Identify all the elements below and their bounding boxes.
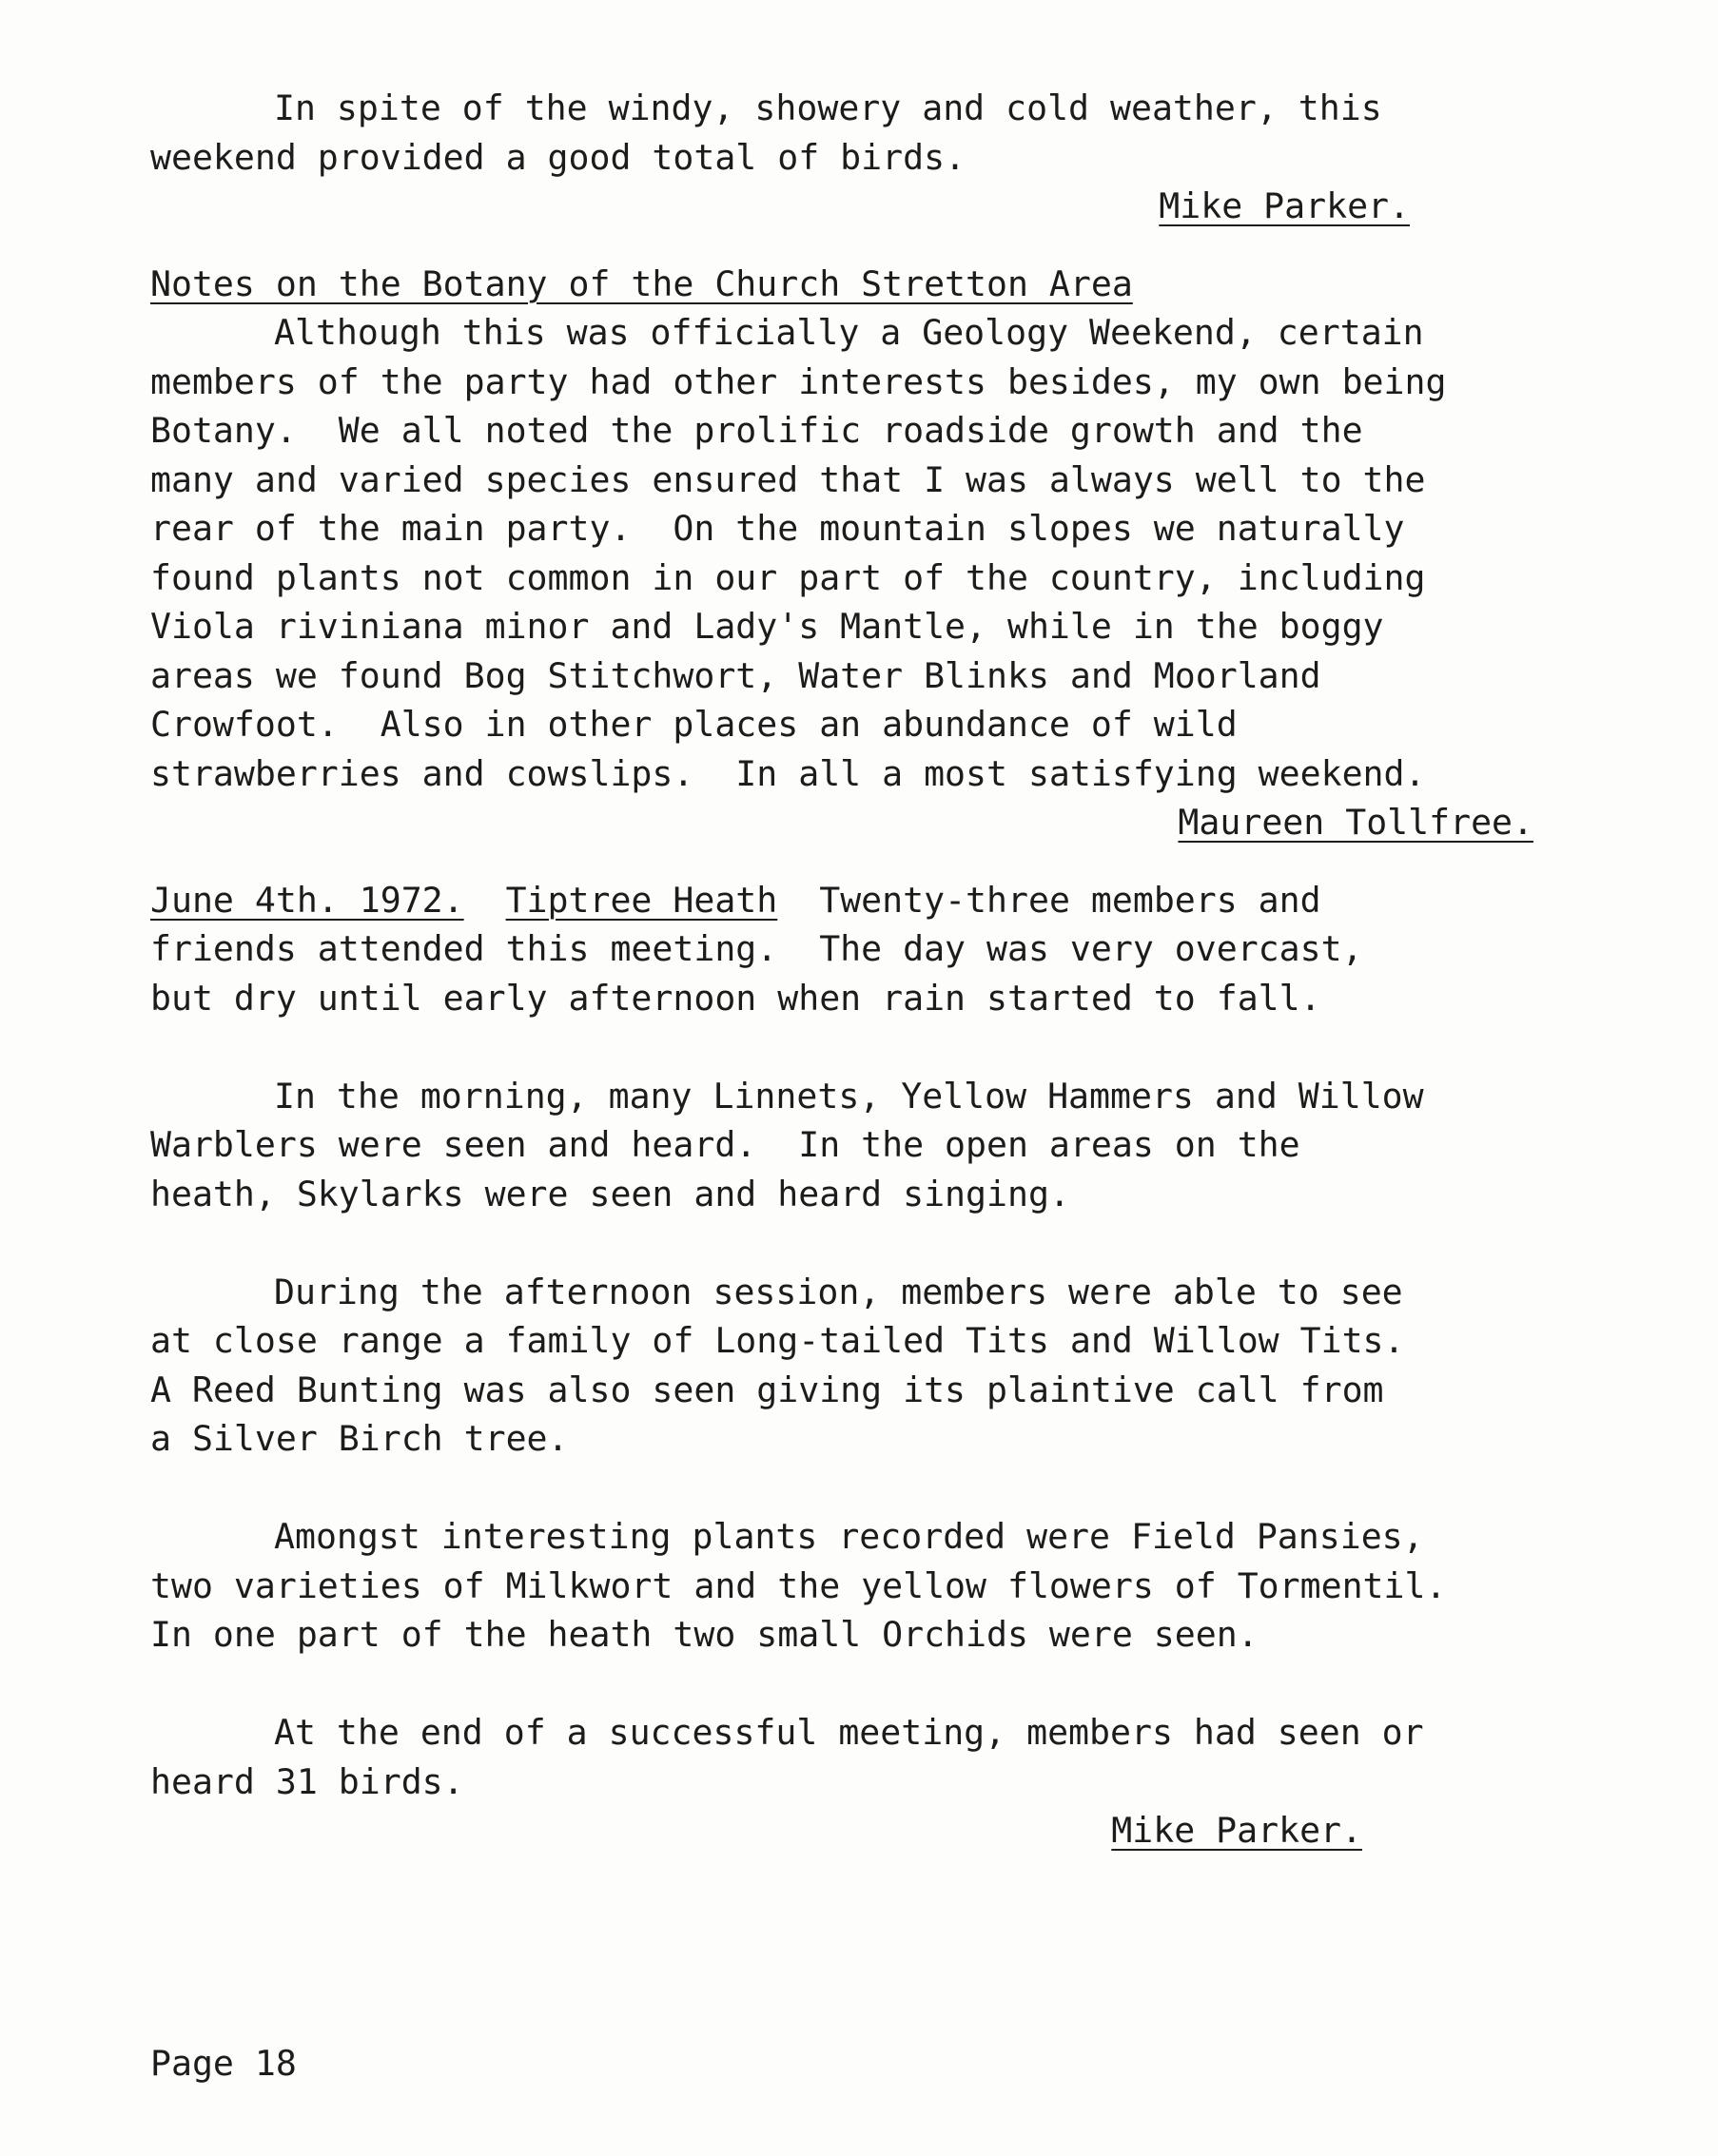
text-line: At the end of a successful meeting, members had seen or <box>274 1712 1424 1753</box>
text-line: friends attended this meeting. The day was very overcast, <box>150 928 1363 969</box>
text-line: In one part of the heath two small Orchids were seen. <box>150 1614 1259 1655</box>
text-line: many and varied species ensured that I was always well to the <box>150 458 1426 500</box>
intro-signature-row <box>150 182 1634 231</box>
text-line: heard 31 birds. <box>150 1760 464 1802</box>
tiptree-signature: Mike Parker. <box>1111 1810 1362 1851</box>
text-line: Crowfoot. Also in other places an abundance of wild <box>150 704 1238 745</box>
text-line: In the morning, many Linnets, Yellow Hammers and Willow <box>274 1075 1424 1117</box>
botany-paragraph <box>150 308 1634 798</box>
text-line: Although this was officially a Geology Weekend, certain <box>274 312 1424 353</box>
text-line: Warblers were seen and heard. In the open areas on the <box>150 1124 1300 1165</box>
text-line: areas we found Bog Stitchwort, Water Blinks and Moorland <box>150 654 1321 696</box>
plants-paragraph <box>150 1512 1634 1660</box>
text-line: Viola riviniana minor and Lady's Mantle, while in the boggy <box>150 606 1384 647</box>
afternoon-paragraph <box>150 1268 1634 1464</box>
text-line: During the afternoon session, members were able to see <box>274 1271 1403 1312</box>
spacer <box>150 1022 1634 1072</box>
tiptree-date: June 4th. 1972. <box>150 879 464 921</box>
spacer <box>150 847 1634 876</box>
text-line: members of the party had other interests besides, my own being <box>150 360 1447 402</box>
botany-heading-row <box>150 260 1634 309</box>
text-line: strawberries and cowslips. In all a most satisfying weekend. <box>150 752 1426 794</box>
tiptree-place: Tiptree Heath <box>505 879 778 921</box>
morning-paragraph <box>150 1072 1634 1219</box>
text-line: Amongst interesting plants recorded were Field Pansies, <box>274 1516 1424 1557</box>
text-line: A Reed Bunting was also seen giving its plaintive call from <box>150 1369 1384 1410</box>
intro-paragraph <box>150 84 1634 182</box>
text-line: Botany. We all noted the prolific roadside growth and the <box>150 410 1363 451</box>
spacer <box>150 231 1634 260</box>
tiptree-signature-row <box>150 1806 1634 1855</box>
tiptree-intro-paragraph <box>150 924 1634 1022</box>
page-number: Page 18 <box>150 2043 297 2084</box>
text-line: found plants not common in our part of the country, including <box>150 556 1426 598</box>
text-line: heath, Skylarks were seen and heard singing. <box>150 1173 1070 1214</box>
intro-signature: Mike Parker. <box>1159 185 1410 226</box>
heading-gap <box>464 880 506 921</box>
botany-signature: Maureen Tollfree. <box>1178 802 1533 843</box>
botany-heading: Notes on the Botany of the Church Stretton Area <box>150 262 1133 304</box>
text-line: at close range a family of Long-tailed Tits and Willow Tits. <box>150 1320 1405 1361</box>
botany-signature-row <box>150 798 1634 847</box>
text-line: a Silver Birch tree. <box>150 1418 569 1459</box>
text-line: rear of the main party. On the mountain slopes we naturally <box>150 508 1405 549</box>
tiptree-heading-line <box>150 876 1634 925</box>
heading-rest: Twenty-three members and <box>777 879 1321 921</box>
end-paragraph <box>150 1708 1634 1806</box>
spacer <box>150 1660 1634 1709</box>
spacer <box>150 1218 1634 1268</box>
text-line: In spite of the windy, showery and cold weather, this <box>274 87 1382 128</box>
document-body <box>150 84 1634 1855</box>
spacer <box>150 1464 1634 1513</box>
text-line: two varieties of Milkwort and the yellow flowers of Tormentil. <box>150 1564 1447 1606</box>
text-line: weekend provided a good total of birds. <box>150 136 966 178</box>
text-line: but dry until early afternoon when rain started to fall. <box>150 977 1321 1019</box>
